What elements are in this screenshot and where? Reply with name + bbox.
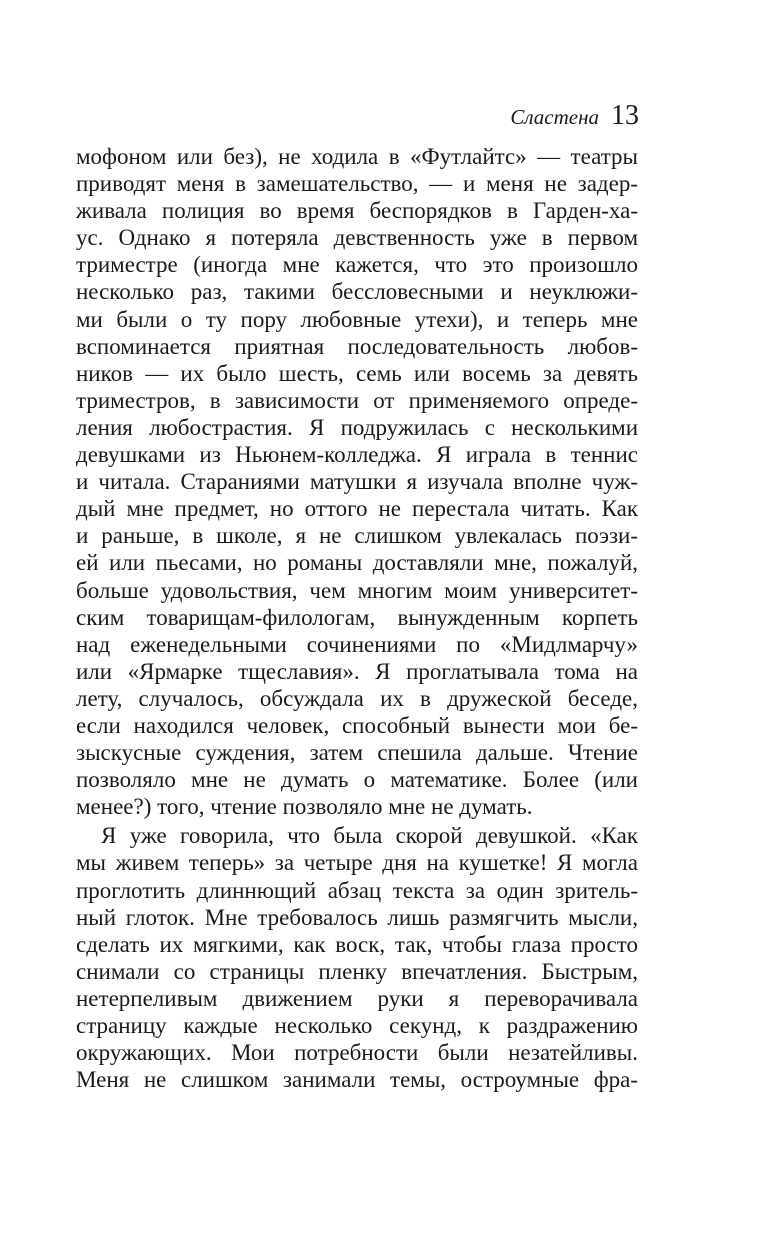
paragraph-1 [76, 143, 638, 820]
text-line: мы живем теперь» за четыре дня на кушетке! Я могла [76, 850, 638, 876]
text-line: позволяло мне не думать о математике. Более (или [76, 767, 638, 793]
text-line: больше удовольствия, чем многим моим университет- [76, 577, 638, 603]
text-line: триместров, в зависимости от применяемого опреде- [76, 387, 638, 413]
running-title: Сластена [510, 105, 599, 129]
text-line: ления любострастия. Я подружилась с несколькими [76, 414, 638, 440]
text-line: живала полиция во время беспорядков в Гарден-ха- [76, 198, 638, 224]
text-line: Меня не слишком занимали темы, остроумные фра- [76, 1067, 638, 1093]
text-line: ный глоток. Мне требовалось лишь размягчить мысли, [76, 904, 638, 930]
text-line: сделать их мягкими, как воск, так, чтобы глаза просто [76, 931, 638, 957]
text-line: окружающих. Мои потребности были незатейливы. [76, 1040, 638, 1066]
text-line: менее?) того, чтение позволяло мне не думать. [76, 794, 533, 820]
text-line: вспоминается приятная последовательность любов- [76, 333, 638, 359]
text-line: ским товарищам-филологам, вынужденным корпеть [76, 604, 638, 630]
running-head [510, 100, 639, 132]
text-line: лету, случалось, обсуждала их в дружеской беседе, [76, 685, 638, 711]
text-line: ей или пьесами, но романы доставляли мне, пожалуй, [76, 550, 638, 576]
text-line: нетерпеливым движением руки я переворачивала [76, 985, 638, 1011]
text-line: и читала. Стараниями матушки я изучала вполне чуж- [76, 469, 638, 495]
page-number: 13 [611, 100, 639, 131]
text-line: зыскусные суждения, затем спешила дальше. Чтение [76, 740, 638, 766]
text-line: несколько раз, такими бессловесными и неуклюжи- [76, 279, 638, 305]
text-line: ус. Однако я потеряла девственность уже в первом [76, 225, 638, 251]
text-line: мофоном или без), не ходила в «Футлайтс» — театры [76, 144, 638, 169]
text-line: страницу каждые несколько секунд, к раздражению [76, 1013, 638, 1038]
text-line: проглотить длиннющий абзац текста за один зритель- [76, 877, 638, 903]
text-line: над еженедельными сочинениями по «Мидлмарчу» [76, 631, 638, 657]
text-line: Я уже говорила, что была скорой девушкой. «Как [101, 823, 638, 849]
text-line: девушками из Ньюнем-колледжа. Я играла в теннис [76, 442, 638, 468]
text-line: приводят меня в замешательство, — и меня не задер- [76, 171, 638, 197]
text-line: и раньше, в школе, я не слишком увлекалась поэзи- [76, 523, 638, 549]
text-line: триместре (иногда мне кажется, что это произошло [76, 252, 638, 278]
text-line: снимали со страницы пленку впечатления. Быстрым, [76, 958, 638, 984]
text-line: если находился человек, способный вынести мои бе- [76, 712, 638, 738]
text-line: или «Ярмарке тщеславия». Я проглатывала тома на [76, 658, 638, 684]
body-text [76, 143, 638, 1093]
text-line: дый мне предмет, но оттого не перестала читать. Как [76, 496, 638, 522]
text-line: ников — их было шесть, семь или восемь за девять [76, 360, 638, 386]
paragraph-2 [76, 822, 638, 1093]
text-line: ми были о ту пору любовные утехи), и теперь мне [76, 306, 638, 332]
